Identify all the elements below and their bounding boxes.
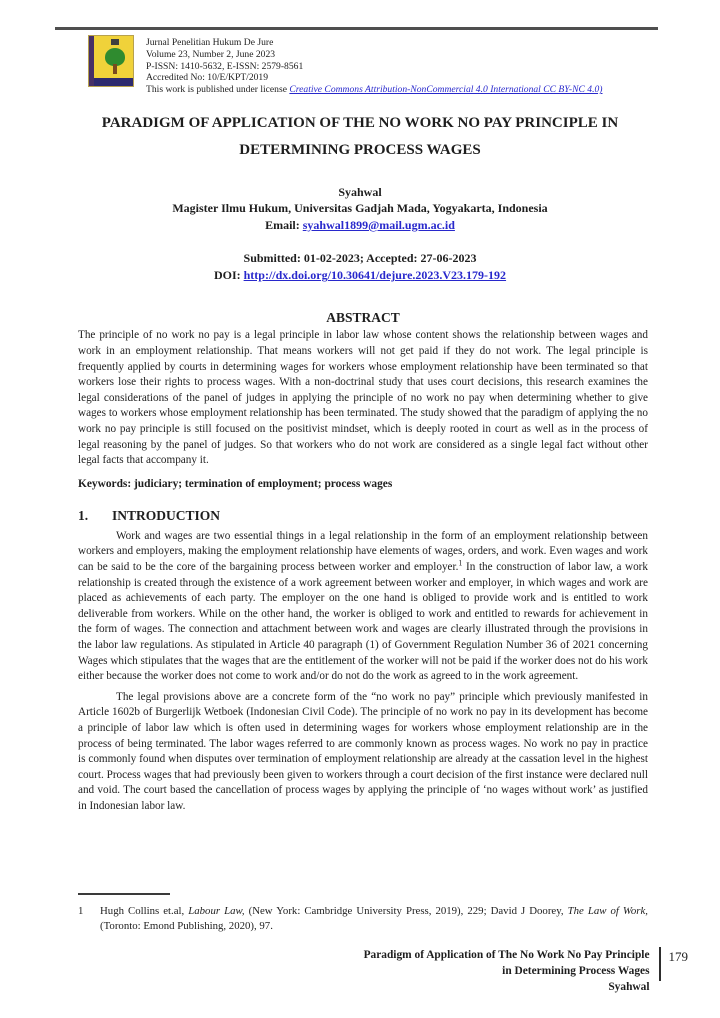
submission-dates: Submitted: 01-02-2023; Accepted: 27-06-2023 [243, 251, 477, 266]
footer-title-line1: Paradigm of Application of The No Work No Pay Principle [363, 949, 650, 961]
footer-author: Syahwal [608, 981, 650, 993]
article-body [0, 310, 720, 814]
license-prefix: This work is published under license [146, 84, 290, 96]
footnote-area [78, 893, 648, 934]
footnote-book-title-1: Labour Law, [188, 905, 245, 917]
journal-accreditation: Accredited No: 10/E/KPT/2019 [146, 72, 269, 84]
intro-paragraph-1-text-a: Work and wages are two essential things in a legal relationship in the form of an employment relationship between workers and employers, making the employment relationship have elements of wages, orders, and work. Even wages and work can be said to be the core of the bargaining process between worker and employer. [78, 529, 648, 574]
section-number: 1. [78, 507, 89, 523]
footer-running-title [364, 947, 650, 995]
footnote-1 [78, 904, 648, 934]
journal-license-line [146, 84, 603, 96]
journal-name: Jurnal Penelitian Hukum De Jure [146, 37, 274, 48]
journal-logo [88, 35, 134, 87]
journal-issn: P-ISSN: 1410-5632, E-ISSN: 2579-8561 [146, 60, 304, 72]
email-link[interactable]: syahwal1899@mail.ugm.ac.id [302, 217, 455, 232]
author-email-line [0, 217, 720, 234]
doi-label: DOI: [213, 268, 244, 283]
page-footer [364, 947, 688, 995]
article-title: PARADIGM OF APPLICATION OF THE NO WORK NO PAY PRINCIPLE IN DETERMINING PROCESS WAGES [101, 114, 619, 158]
keywords-line: Keywords: judiciary; termination of employment; process wages [78, 477, 393, 490]
footnote-divider [78, 893, 170, 895]
doi-link[interactable]: http://dx.doi.org/10.30641/dejure.2023.V23.179-192 [243, 268, 507, 283]
logo-emblem-icon [111, 39, 119, 45]
abstract-heading: ABSTRACT [326, 310, 400, 326]
footnote-text-3: (Toronto: Emond Publishing, 2020), 97. [100, 920, 273, 933]
submission-block [0, 250, 720, 284]
intro-paragraph-1 [78, 529, 648, 685]
abstract-text: The principle of no work no pay is a legal principle in labor law whose content shows the relationship between wages and work in an employment relationship. That means workers will not get paid if they do not work. The legal principle is frequently applied by courts in determining wages for workers whose employment relationship have been terminated so that workers lose their rights to process wages. With a non-doctrinal study that uses court decisions, this research examines the legal considerations of the panel of judges in applying the principle of no work no pay when determining whether to give wages to workers whose employment relationship has been terminated. The study showed that the paradigm of applying the no work no pay principle is still focused on the positivist mindset, which is deeply rooted in court as well as in the process of legal reasoning by the panel of judges. So that workers who do not work are considered as a single legal fact without other legal facts that accompany it. [78, 329, 648, 467]
section-heading-introduction [78, 508, 648, 524]
license-link[interactable]: Creative Commons Attribution-NonCommercial 4.0 International CC BY-NC 4.0) [289, 84, 603, 96]
intro-paragraph-1-text-b: In the construction of labor law, a work relationship is created through the existence of a work agreement between worker and employer, in which wages and work are placed as achievements of each party. The employer on the one hand is obliged to provide work and is entitled to work deliverable from workers. While on the other hand, the worker is obliged to work and entitled to rewards for achievement in the form of wages. The connection and attachment between work and wages are clearly illustrated through the provisions in the labor law regulations. As stipulated in Article 40 paragraph (1) of Government Regulation Number 36 of 2021 concerning Wages which stipulates that the wages that are the entitlement of the worker will not be paid if the worker does not do his work either because the worker does not come to work and/or do not do the work as agreed to in the work agreement. [78, 561, 649, 683]
doi-line [0, 267, 720, 284]
author-affiliation: Magister Ilmu Hukum, Universitas Gadjah Mada, Yogyakarta, Indonesia [172, 201, 548, 216]
tree-trunk-icon [113, 64, 117, 74]
header-rule [55, 27, 658, 30]
footnote-book-title-2: The Law of Work, [567, 905, 648, 917]
page-number: 179 [659, 947, 689, 981]
footer-title-line2: in Determining Process Wages [502, 965, 650, 977]
email-label: Email: [265, 217, 303, 232]
author-name: Syahwal [338, 184, 382, 199]
footnote-text-1: Hugh Collins et.al, [100, 905, 189, 917]
footnote-number: 1 [78, 905, 84, 917]
journal-header [88, 35, 660, 96]
journal-volume: Volume 23, Number 2, June 2023 [146, 48, 276, 60]
author-block [0, 184, 720, 234]
footnote-ref-1: 1 [458, 558, 463, 568]
footnote-text-2: (New York: Cambridge University Press, 2019), 229; David J Doorey, [244, 905, 568, 917]
section-title: INTRODUCTION [112, 507, 221, 523]
journal-info [146, 35, 603, 96]
intro-paragraph-2: The legal provisions above are a concrete form of the “no work no pay” principle which previously manifested in Article 1602b of Burgerlijk Wetboek (Indonesian Civil Code). The principle of no work no pay in its development has become a principle of labor law which is often used in determining wages for workers whose employment relationship are in the process of being terminated. The labor wages referred to are commonly known as process wages. No work no pay in practice is commonly found when disputes over termination of employment relationship are already at the cassation level in the highest court. Process wages that had previously been given to workers through a court decision of the first instance were declared null and void. The court based the cancellation of process wages by applying the principle of ‘no wages without work’ as justified in Indonesian labor law. [78, 690, 648, 812]
